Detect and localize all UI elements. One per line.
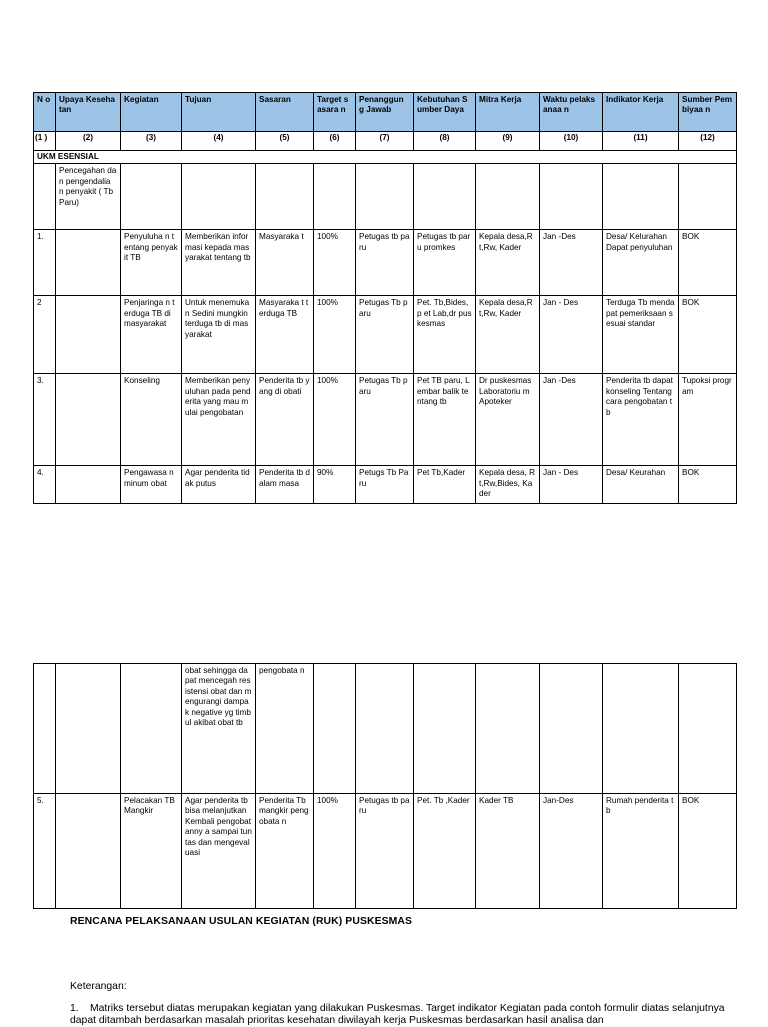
row-target: 100% [314, 230, 356, 296]
header-upaya: Upaya Kesehatan [56, 93, 121, 132]
column-number-row [34, 132, 737, 151]
row-indikator: Terduga Tb mendapat pemeriksaan sesuai standar [603, 296, 679, 374]
row-sumber: Tupoksi program [679, 374, 737, 466]
row-kebutuhan: Pet Tb,Kader [414, 466, 476, 504]
cell [121, 164, 182, 230]
row-kegiatan: Pelacakan TB Mangkir [121, 794, 182, 909]
row-no: 4. [34, 466, 56, 504]
row-mitra: Kepala desa,Rt,Rw, Kader [476, 230, 540, 296]
colnum: (7) [356, 132, 414, 151]
colnum: (5) [256, 132, 314, 151]
note-number: 1. [70, 1003, 79, 1014]
colnum: (2) [56, 132, 121, 151]
header-indikator: Indikator Kerja [603, 93, 679, 132]
header-kebutuhan: Kebutuhan Sumber Daya [414, 93, 476, 132]
colnum: (1 ) [34, 132, 56, 151]
header-row [34, 93, 737, 132]
row-sumber: BOK [679, 466, 737, 504]
row-sasaran: pengobata n [256, 664, 314, 794]
row-target: 100% [314, 374, 356, 466]
row-tujuan: Memberikan penyuluhan pada penderita yang mau mulai pengobatan [182, 374, 256, 466]
note-text: Matriks tersebut diatas merupakan kegiatan yang dilakukan Puskesmas. Target indikator Kegiatan pada contoh formulir diatas selanjutnya dapat ditambah berdasarkan masalah prioritas kesehatan diwilayah kerja Puskesmas berdasarkan hasil analisa dan [70, 1003, 725, 1026]
table-row [34, 374, 737, 466]
cell [679, 164, 737, 230]
row-mitra: Kepala desa,Rt,Rw, Kader [476, 296, 540, 374]
row-sasaran: Penderita Tb mangkir pengobata n [256, 794, 314, 909]
row-no: 1. [34, 230, 56, 296]
row-indikator: Desa/ Kelurahan Dapat penyuluhan [603, 230, 679, 296]
colnum: (10) [540, 132, 603, 151]
row-no: 5. [34, 794, 56, 909]
header-mitra: Mitra Kerja [476, 93, 540, 132]
cell [314, 164, 356, 230]
row-tujuan: Memberikan informasi kepada masyarakat tentang tb [182, 230, 256, 296]
row-pj: Petugas tb paru [356, 230, 414, 296]
row-tujuan: Untuk menemukan Sedini mungkin terduga tb di masyarakat [182, 296, 256, 374]
colnum: (3) [121, 132, 182, 151]
header-penanggung-jawab: Penanggun g Jawab [356, 93, 414, 132]
row-sasaran: Penderita tb yang di obati [256, 374, 314, 466]
cell [603, 164, 679, 230]
row-waktu: Jan - Des [540, 296, 603, 374]
cell [356, 164, 414, 230]
row-kebutuhan [414, 664, 476, 794]
ruk-table [33, 92, 737, 504]
table-row [34, 466, 737, 504]
colnum: (12) [679, 132, 737, 151]
row-sasaran: Masyaraka t [256, 230, 314, 296]
header-sumber: Sumber Pembiyaa n [679, 93, 737, 132]
notes-label: Keterangan: [70, 981, 127, 992]
row-pj: Petugas Tb paru [356, 374, 414, 466]
section-label: UKM ESENSIAL [34, 151, 737, 164]
row-waktu: Jan -Des [540, 374, 603, 466]
colnum: (9) [476, 132, 540, 151]
row-target: 100% [314, 794, 356, 909]
row-kegiatan [121, 664, 182, 794]
colnum: (6) [314, 132, 356, 151]
row-kebutuhan: Pet. Tb,Bides,p et Lab,dr puskesmas [414, 296, 476, 374]
row-tujuan: Agar penderita tidak putus [182, 466, 256, 504]
cell [414, 164, 476, 230]
row-upaya [56, 664, 121, 794]
row-waktu: Jan -Des [540, 230, 603, 296]
row-kebutuhan: Petugas tb paru promkes [414, 230, 476, 296]
row-pj [356, 664, 414, 794]
cell [182, 164, 256, 230]
row-upaya [56, 374, 121, 466]
row-indikator: Penderita tb dapat konseling Tentang cara pengobatan tb [603, 374, 679, 466]
row-kebutuhan: Pet TB paru, Lembar balik tentang tb [414, 374, 476, 466]
row-sasaran: Penderita tb dalam masa [256, 466, 314, 504]
row-no [34, 664, 56, 794]
row-sumber: BOK [679, 794, 737, 909]
header-sasaran: Sasaran [256, 93, 314, 132]
row-waktu: Jan - Des [540, 466, 603, 504]
row-mitra: Dr puskesmas Laboratoriu m Apoteker [476, 374, 540, 466]
table-row [34, 794, 737, 909]
row-pj: Petugs Tb Paru [356, 466, 414, 504]
row-no: 2 [34, 296, 56, 374]
cell [34, 164, 56, 230]
document-title: RENCANA PELAKSANAAN USULAN KEGIATAN (RUK) PUSKESMAS [70, 916, 413, 927]
row-indikator: Rumah penderita tb [603, 794, 679, 909]
row-kebutuhan: Pet. Tb ,Kader [414, 794, 476, 909]
colnum: (11) [603, 132, 679, 151]
row-kegiatan: Konseling [121, 374, 182, 466]
row-sumber [679, 664, 737, 794]
row-kegiatan: Penjaringa n terduga TB di masyarakat [121, 296, 182, 374]
row-kegiatan: Pengawasa n minum obat [121, 466, 182, 504]
row-indikator: Desa/ Keurahan [603, 466, 679, 504]
note-item [70, 1003, 730, 1027]
header-kegiatan: Kegiatan [121, 93, 182, 132]
header-tujuan: Tujuan [182, 93, 256, 132]
header-target: Target sasara n [314, 93, 356, 132]
row-mitra: Kepala desa, Rt,Rw,Bides, Kader [476, 466, 540, 504]
row-target: 100% [314, 296, 356, 374]
row-indikator [603, 664, 679, 794]
row-kegiatan: Penyuluha n tentang penyakit TB [121, 230, 182, 296]
row-no: 3. [34, 374, 56, 466]
row-sumber: BOK [679, 230, 737, 296]
cell [256, 164, 314, 230]
row-upaya [56, 230, 121, 296]
row-waktu: Jan-Des [540, 794, 603, 909]
header-no: N o [34, 93, 56, 132]
ruk-table-continued [33, 663, 737, 909]
row-pj: Petugas Tb paru [356, 296, 414, 374]
row-tujuan: Agar penderita tb bisa melanjutkan Kembali pengobatanny a sampai tuntas dan mengevaluasi [182, 794, 256, 909]
table-row [34, 230, 737, 296]
program-label: Pencegahan dan pengendalia n penyakit ( Tb Paru) [56, 164, 121, 230]
row-upaya [56, 466, 121, 504]
row-pj: Petugas tb paru [356, 794, 414, 909]
row-sasaran: Masyaraka t terduga TB [256, 296, 314, 374]
row-sumber: BOK [679, 296, 737, 374]
row-tujuan: obat sehingga dapat mencegah resistensi obat dan mengurangi dampak negative yg timbul akibat obat tb [182, 664, 256, 794]
colnum: (8) [414, 132, 476, 151]
program-row [34, 164, 737, 230]
row-mitra [476, 664, 540, 794]
cell [540, 164, 603, 230]
row-upaya [56, 794, 121, 909]
row-target: 90% [314, 466, 356, 504]
colnum: (4) [182, 132, 256, 151]
row-mitra: Kader TB [476, 794, 540, 909]
row-upaya [56, 296, 121, 374]
table-row [34, 296, 737, 374]
row-target [314, 664, 356, 794]
section-row [34, 151, 737, 164]
cell [476, 164, 540, 230]
table-row [34, 664, 737, 794]
header-waktu: Waktu pelaksanaa n [540, 93, 603, 132]
row-waktu [540, 664, 603, 794]
